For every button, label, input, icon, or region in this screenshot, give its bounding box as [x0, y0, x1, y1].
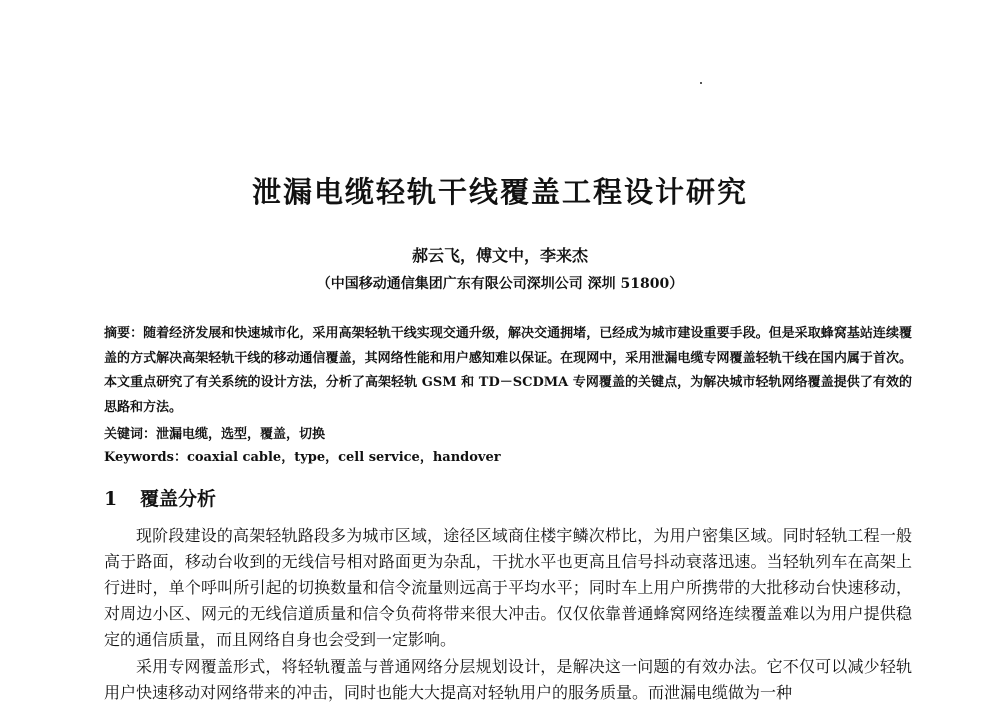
- abstract-text: 随着经济发展和快速城市化，采用高架轻轨干线实现交通升级，解决交通拥堵，已经成为城市建设重要手段。但是采取蜂窝基站连续覆盖的方式解决高架轻轨干线的移动通信覆盖，其网络性能和用户感知难以保证。在现网中，采用泄漏电缆专网覆盖轻轨干线在国内属于首次。本文重点研究了有关系统的设计方法，分析了高架轻轨 GSM 和 TD－SCDMA 专网覆盖的关键点，为解决城市轻轨网络覆盖提供了有效的思路和方法。: [104, 326, 912, 415]
- section-title: 覆盖分析: [140, 488, 217, 510]
- section-number: 1: [104, 488, 118, 510]
- paper-title: 泄漏电缆轻轨干线覆盖工程设计研究: [251, 175, 748, 209]
- keywords-english-label: Keywords：: [104, 450, 187, 465]
- affiliation: （中国移动通信集团广东有限公司深圳公司 深圳 51800）: [316, 276, 684, 292]
- keywords-chinese-label: 关键词：: [104, 427, 157, 442]
- keywords-english-text: coaxial cable，type，cell service，handover: [186, 450, 501, 465]
- keywords-chinese: [104, 424, 912, 446]
- scan-speck: [700, 82, 702, 84]
- keywords-english: [104, 447, 912, 469]
- keywords-chinese-text: 泄漏电缆，选型，覆盖，切换: [156, 427, 326, 442]
- author-list: 郝云飞，傅文中，李来杰: [411, 246, 588, 265]
- body-paragraph: 现阶段建设的高架轻轨路段多为城市区域，途径区域商住楼宇鳞次栉比，为用户密集区域。同时轻轨工程一般高于路面，移动台收到的无线信号相对路面更为杂乱，干扰水平也更高且信号抖动衰落迅速。当轻轨列车在高架上行进时，单个呼叫所引起的切换数量和信令流量则远高于平均水平；同时车上用户所携带的大批移动台快速移动，对周边小区、网元的无线信道质量和信令负荷将带来很大冲击。仅仅依靠普通蜂窝网络连续覆盖难以为用户提供稳定的通信质量，而且网络自身也会受到一定影响。: [104, 526, 912, 649]
- section-heading: [104, 484, 912, 514]
- body-paragraph: 采用专网覆盖形式，将轻轨覆盖与普通网络分层规划设计，是解决这一问题的有效办法。它不仅可以减少轻轨用户快速移动对网络带来的冲击，同时也能大大提高对轻轨用户的服务质量。而泄漏电缆做为一种: [104, 657, 912, 702]
- abstract: [104, 322, 912, 420]
- abstract-label: 摘要：: [104, 326, 144, 341]
